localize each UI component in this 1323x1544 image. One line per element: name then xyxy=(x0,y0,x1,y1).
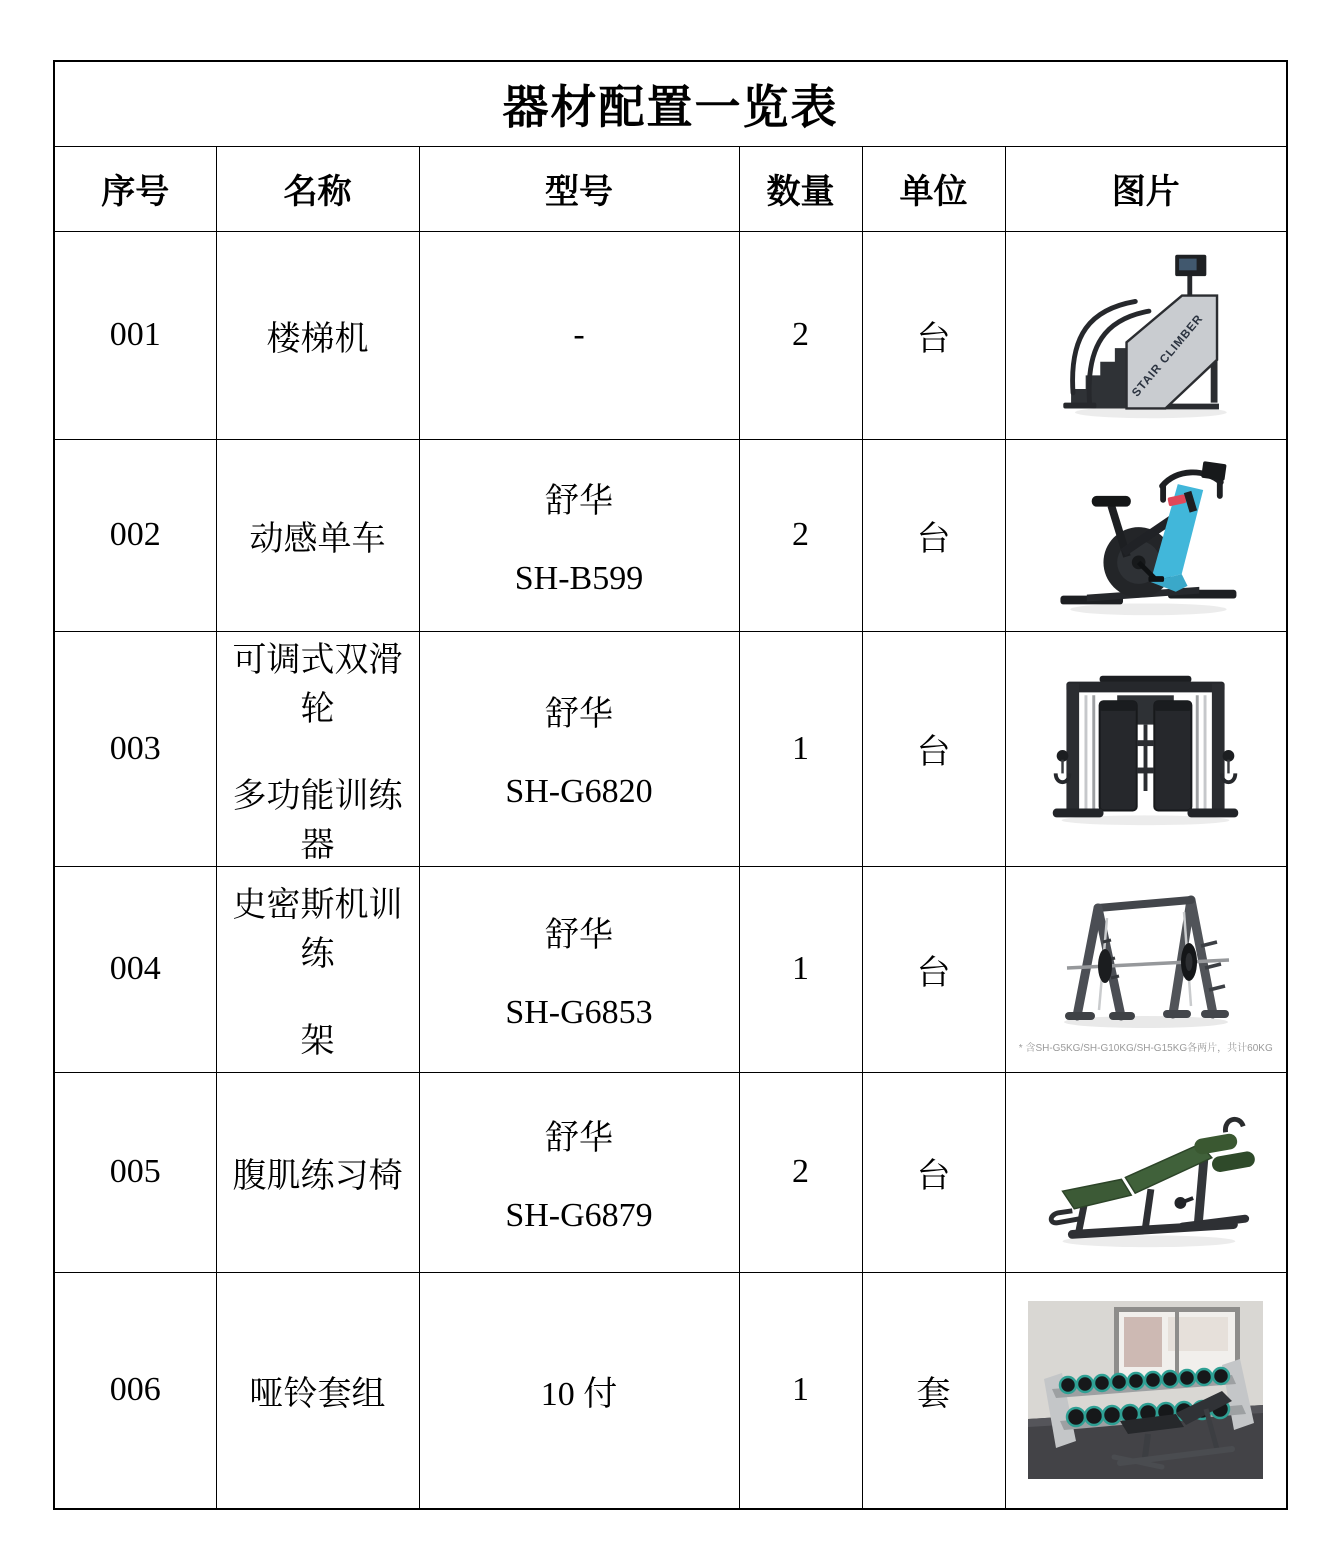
name-text: 腹肌练习椅 xyxy=(232,1157,403,1195)
name-text: 多功能训练器 xyxy=(232,777,403,864)
cell-model xyxy=(419,231,739,439)
qty-text: 2 xyxy=(792,316,809,353)
model-brand-text: 舒华 xyxy=(545,482,613,520)
serial-text: 001 xyxy=(109,316,161,353)
spin-bike-image xyxy=(1033,447,1258,623)
cell-serial xyxy=(54,231,216,439)
header-unit: 单位 xyxy=(862,146,1005,231)
cell-name xyxy=(216,1072,419,1272)
cell-serial xyxy=(54,631,216,866)
cell-name xyxy=(216,631,419,866)
header-row xyxy=(54,146,1287,231)
cell-name xyxy=(216,1272,419,1509)
name-text: 楼梯机 xyxy=(266,320,369,358)
cell-name xyxy=(216,439,419,631)
unit-text: 台 xyxy=(916,320,951,358)
qty-text: 1 xyxy=(792,729,809,767)
header-image: 图片 xyxy=(1005,146,1287,231)
qty-text: 1 xyxy=(792,950,809,987)
serial-text: 005 xyxy=(109,1153,161,1190)
cell-unit xyxy=(862,631,1005,866)
smith-machine-image xyxy=(1041,884,1251,1034)
cell-model xyxy=(419,439,739,631)
cell-qty xyxy=(739,631,862,866)
cell-image xyxy=(1005,866,1287,1072)
cell-model xyxy=(419,631,739,866)
model-brand-text: 舒华 xyxy=(545,1119,613,1157)
name-text: 动感单车 xyxy=(249,520,386,558)
cell-serial xyxy=(54,1272,216,1509)
cell-model xyxy=(419,866,739,1072)
serial-text: 003 xyxy=(109,729,161,767)
model-code-text: SH-B599 xyxy=(514,559,644,597)
cell-image xyxy=(1005,439,1287,631)
model-code-text: SH-G6820 xyxy=(505,773,653,810)
table-row xyxy=(54,1072,1287,1272)
title-row xyxy=(54,61,1287,146)
name-text: 可调式双滑轮 xyxy=(232,641,403,728)
model-code-text: SH-G6853 xyxy=(505,993,653,1031)
cell-qty xyxy=(739,231,862,439)
model-brand-text: 舒华 xyxy=(545,696,613,733)
cell-qty xyxy=(739,1072,862,1272)
cell-qty xyxy=(739,439,862,631)
table-row xyxy=(54,1272,1287,1509)
cell-unit xyxy=(862,231,1005,439)
stair-climber-label: STAIR CLIMBER xyxy=(1129,311,1206,400)
page-title xyxy=(54,61,1287,146)
cell-name xyxy=(216,866,419,1072)
smith-machine-caption: * 含SH-G5KG/SH-G10KG/SH-G15KG各两片，共计60KG xyxy=(1018,1043,1273,1054)
header-serial: 序号 xyxy=(54,146,216,231)
cell-model xyxy=(419,1272,739,1509)
table-row xyxy=(54,866,1287,1072)
serial-text: 004 xyxy=(109,950,161,987)
cell-unit xyxy=(862,866,1005,1072)
unit-text: 台 xyxy=(916,954,951,992)
model-text: 10 付 xyxy=(540,1375,618,1413)
unit-text: 台 xyxy=(916,734,951,771)
cell-image xyxy=(1005,231,1287,439)
cell-serial xyxy=(54,1072,216,1272)
header-name: 名称 xyxy=(216,146,419,231)
cell-image xyxy=(1005,1072,1287,1272)
functional-trainer-image xyxy=(1043,666,1248,832)
cell-serial xyxy=(54,439,216,631)
qty-text: 1 xyxy=(792,1371,809,1409)
unit-text: 台 xyxy=(916,1157,951,1195)
model-code-text: SH-G6879 xyxy=(505,1196,653,1234)
qty-text: 2 xyxy=(792,1153,809,1190)
serial-text: 002 xyxy=(109,516,161,553)
equipment-table xyxy=(53,60,1288,1510)
dumbbell-rack-photo xyxy=(1028,1301,1263,1479)
qty-text: 2 xyxy=(792,516,809,553)
cell-qty xyxy=(739,866,862,1072)
cell-image xyxy=(1005,1272,1287,1509)
table-row xyxy=(54,439,1287,631)
cell-unit xyxy=(862,1272,1005,1509)
header-model: 型号 xyxy=(419,146,739,231)
table-title-text: 器材配置一览表 xyxy=(502,81,839,133)
name-text: 史密斯机训练 xyxy=(232,886,403,973)
model-text: - xyxy=(573,316,585,353)
cell-unit xyxy=(862,439,1005,631)
cell-serial xyxy=(54,866,216,1072)
table-row xyxy=(54,631,1287,866)
table-row xyxy=(54,231,1287,439)
header-qty: 数量 xyxy=(739,146,862,231)
name-text: 架 xyxy=(300,1022,335,1060)
cell-name xyxy=(216,231,419,439)
ab-bench-image xyxy=(1033,1089,1259,1256)
cell-qty xyxy=(739,1272,862,1509)
serial-text: 006 xyxy=(109,1371,161,1409)
cell-image xyxy=(1005,631,1287,866)
unit-text: 台 xyxy=(916,520,951,558)
cell-unit xyxy=(862,1072,1005,1272)
stair-climber-image xyxy=(1031,245,1261,425)
model-brand-text: 舒华 xyxy=(545,916,613,954)
name-text: 哑铃套组 xyxy=(249,1375,386,1413)
cell-model xyxy=(419,1072,739,1272)
unit-text: 套 xyxy=(916,1375,951,1413)
